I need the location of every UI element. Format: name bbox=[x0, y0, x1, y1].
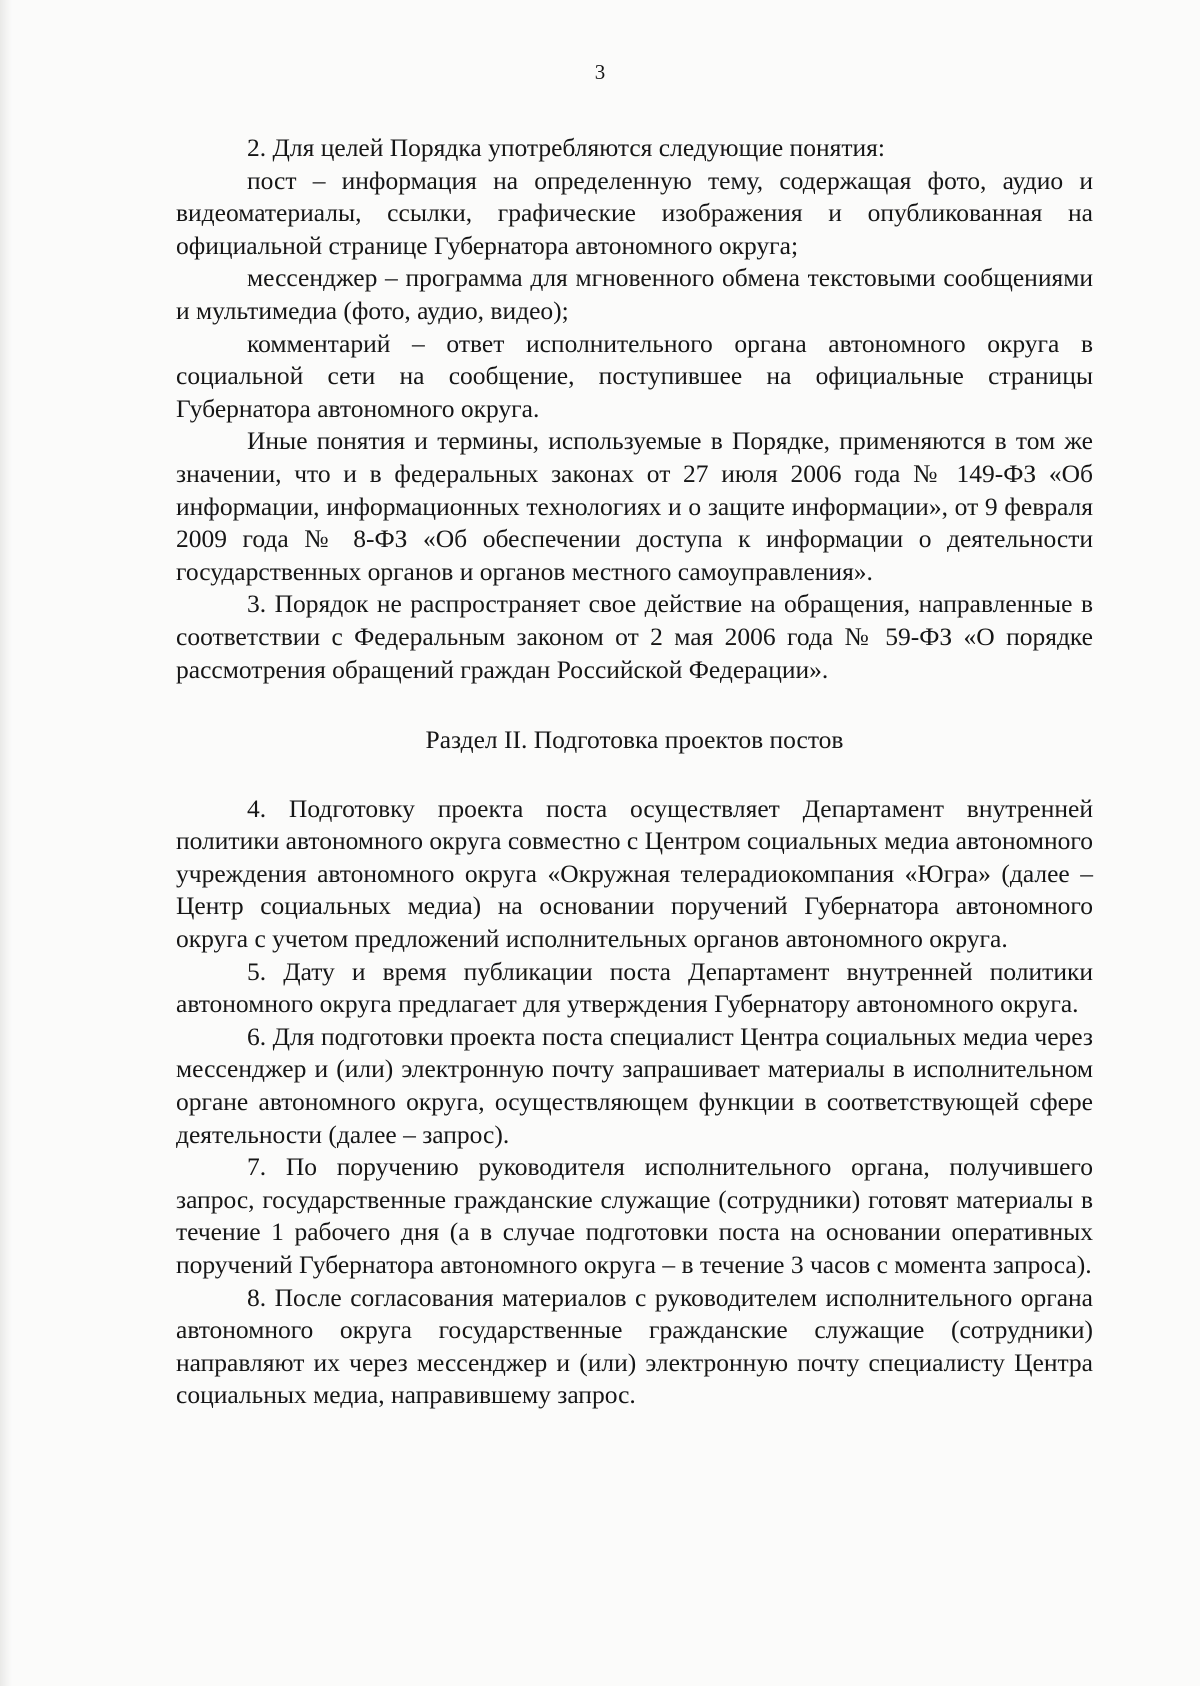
definition-messenger: мессенджер – программа для мгновенного обмена текстовыми сообщениями и мультимедиа (фото, аудио, видео); bbox=[176, 263, 1093, 325]
document-body bbox=[176, 132, 1093, 1412]
page-number: 3 bbox=[594, 60, 606, 84]
paragraph-5: 5. Дату и время публикации поста Департамент внутренней политики автономного округа предлагает для утверждения Губернатору автономного округа. bbox=[176, 956, 1093, 1019]
paragraph-6: 6. Для подготовки проекта поста специалист Центра социальных медиа через мессенджер и (или) электронную почту запрашивает материалы в исполнительном органе автономного округа, осуществляющем функции в соответствующей сфере деятельности (далее – запрос). bbox=[176, 1021, 1093, 1149]
paragraph-7: 7. По поручению руководителя исполнительного органа, получившего запрос, государственные гражданские служащие (сотрудники) готовят материалы в течение 1 рабочего дня (а в случае подготовки поста на основании оперативных поручений Губернатора автономного округа – в течение 3 часов с момента запроса). bbox=[176, 1152, 1093, 1279]
section-heading: Раздел II. Подготовка проектов постов bbox=[425, 725, 844, 755]
paragraph-3: 3. Порядок не распространяет свое действие на обращения, направленные в соответствии с Федеральным законом от 2 мая 2006 года № 59-ФЗ «О порядке рассмотрения обращений граждан Российской Федерации». bbox=[176, 589, 1093, 684]
paragraph-4: 4. Подготовку проекта поста осуществляет Департамент внутренней политики автономного округа совместно с Центром социальных медиа автономного учреждения автономного округа «Окружная телерадиокомпания «Югра» (далее – Центр социальных медиа) на основании поручений Губернатора автономного округа с учетом предложений исполнительных органов автономного округа. bbox=[176, 793, 1093, 954]
paragraph-2-intro: 2. Для целей Порядка употребляются следующие понятия: bbox=[247, 133, 885, 162]
other-terms-paragraph: Иные понятия и термины, используемые в Порядке, применяются в том же значении, что и в федеральных законах от 27 июля 2006 года № 149-ФЗ «Об информации, информационных технологиях и о защите информации», от 9 февраля 2009 года № 8-ФЗ «Об обеспечении доступа к информации о деятельности государственных органов и органов местного самоуправления». bbox=[176, 426, 1093, 586]
scan-edge-shadow bbox=[0, 0, 12, 1686]
definition-comment: комментарий – ответ исполнительного органа автономного округа в социальной сети на сообщение, поступившее на официальные страницы Губернатора автономного округа. bbox=[176, 328, 1093, 423]
paragraph-8: 8. После согласования материалов с руководителем исполнительного органа автономного округа государственные гражданские служащие (сотрудники) направляют их через мессенджер и (или) электронную почту специалисту Центра социальных медиа, направившему запрос. bbox=[176, 1282, 1093, 1410]
definition-post: пост – информация на определенную тему, содержащая фото, аудио и видеоматериалы, ссылки, графические изображения и опубликованная на официальной странице Губернатора автономного округа; bbox=[176, 165, 1093, 260]
